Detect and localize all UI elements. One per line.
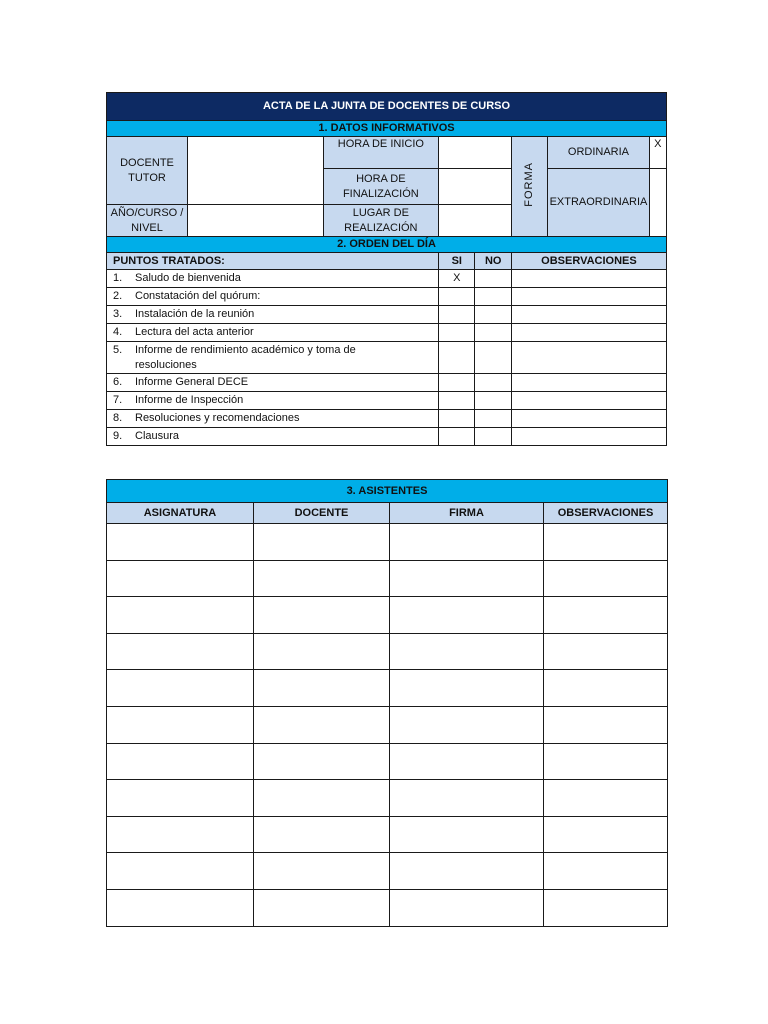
asignatura-cell[interactable] xyxy=(107,853,254,890)
agenda-observaciones-cell[interactable] xyxy=(511,410,666,428)
attendee-row xyxy=(107,889,668,926)
docente-cell[interactable] xyxy=(254,889,390,926)
attendee-row xyxy=(107,743,668,780)
observaciones-cell[interactable] xyxy=(544,633,668,670)
docente-cell[interactable] xyxy=(254,743,390,780)
agenda-observaciones-cell[interactable] xyxy=(511,392,666,410)
docente-cell[interactable] xyxy=(254,633,390,670)
agenda-item-text: Informe General DECE xyxy=(135,376,249,388)
agenda-row xyxy=(107,270,667,288)
observaciones-cell[interactable] xyxy=(544,889,668,926)
agenda-si-cell[interactable] xyxy=(439,306,475,324)
agenda-item xyxy=(107,324,439,342)
agenda-row xyxy=(107,392,667,410)
attendee-row xyxy=(107,816,668,853)
firma-cell[interactable] xyxy=(390,780,544,817)
agenda-item xyxy=(107,270,439,288)
agenda-item-number: 3. xyxy=(113,308,123,320)
anio-curso-field[interactable] xyxy=(187,205,323,237)
acta-table xyxy=(106,92,667,446)
attendee-row xyxy=(107,706,668,743)
agenda-row xyxy=(107,410,667,428)
agenda-list xyxy=(107,270,667,446)
section-orden-del-dia: 2. ORDEN DEL DÍA xyxy=(107,237,667,253)
agenda-item xyxy=(107,306,439,324)
ordinaria-mark[interactable]: X xyxy=(649,137,666,169)
agenda-item-number: 8. xyxy=(113,412,123,424)
observaciones-cell[interactable] xyxy=(544,524,668,561)
hora-finalizacion-label: HORA DE FINALIZACIÓN xyxy=(323,169,438,205)
agenda-item xyxy=(107,428,439,446)
agenda-si-cell[interactable] xyxy=(439,410,475,428)
asignatura-cell[interactable] xyxy=(107,560,254,597)
agenda-item-number: 5. xyxy=(113,343,123,356)
agenda-observaciones-cell[interactable] xyxy=(511,324,666,342)
asignatura-header: ASIGNATURA xyxy=(107,503,254,524)
agenda-no-cell[interactable] xyxy=(475,428,511,446)
firma-cell[interactable] xyxy=(390,853,544,890)
observaciones-cell[interactable] xyxy=(544,853,668,890)
firma-cell[interactable] xyxy=(390,706,544,743)
agenda-observaciones-cell[interactable] xyxy=(511,306,666,324)
docente-cell[interactable] xyxy=(254,853,390,890)
asignatura-cell[interactable] xyxy=(107,670,254,707)
agenda-si-cell[interactable] xyxy=(439,324,475,342)
docente-cell[interactable] xyxy=(254,597,390,634)
asignatura-cell[interactable] xyxy=(107,816,254,853)
extraordinaria-label: EXTRAORDINARIA xyxy=(548,169,649,237)
anio-curso-label: AÑO/CURSO / NIVEL xyxy=(107,205,188,237)
hora-finalizacion-field[interactable] xyxy=(439,169,512,205)
asignatura-cell[interactable] xyxy=(107,633,254,670)
firma-cell[interactable] xyxy=(390,633,544,670)
docente-cell[interactable] xyxy=(254,780,390,817)
agenda-item-number: 2. xyxy=(113,290,123,302)
asignatura-cell[interactable] xyxy=(107,780,254,817)
firma-cell[interactable] xyxy=(390,597,544,634)
observaciones-cell[interactable] xyxy=(544,816,668,853)
agenda-item-text: Clausura xyxy=(135,430,180,442)
docente-cell[interactable] xyxy=(254,816,390,853)
agenda-observaciones-cell[interactable] xyxy=(511,342,666,374)
document-title: ACTA DE LA JUNTA DE DOCENTES DE CURSO xyxy=(107,93,667,121)
observaciones-cell[interactable] xyxy=(544,706,668,743)
agenda-item xyxy=(107,410,439,428)
agenda-item-text: Resoluciones y recomendaciones xyxy=(135,412,300,424)
agenda-observaciones-cell[interactable] xyxy=(511,270,666,288)
forma-label: FORMA xyxy=(511,137,547,237)
attendee-row xyxy=(107,524,668,561)
docente-cell[interactable] xyxy=(254,670,390,707)
ordinaria-label: ORDINARIA xyxy=(548,137,649,169)
docente-tutor-label: DOCENTE TUTOR xyxy=(107,137,188,205)
agenda-observaciones-cell[interactable] xyxy=(511,428,666,446)
agenda-si-cell[interactable]: X xyxy=(439,270,475,288)
agenda-item xyxy=(107,342,439,374)
agenda-no-cell[interactable] xyxy=(475,342,511,374)
observaciones-cell[interactable] xyxy=(544,780,668,817)
asignatura-cell[interactable] xyxy=(107,706,254,743)
puntos-header: PUNTOS TRATADOS: xyxy=(107,253,439,270)
observaciones-cell[interactable] xyxy=(544,670,668,707)
firma-cell[interactable] xyxy=(390,889,544,926)
observaciones-cell[interactable] xyxy=(544,743,668,780)
extraordinaria-mark[interactable] xyxy=(649,169,666,237)
agenda-item xyxy=(107,392,439,410)
agenda-item-number: 6. xyxy=(113,376,123,388)
section-datos-informativos: 1. DATOS INFORMATIVOS xyxy=(107,121,667,137)
observaciones-cell[interactable] xyxy=(544,560,668,597)
agenda-item-number: 7. xyxy=(113,394,123,406)
agenda-item-number: 4. xyxy=(113,326,123,338)
hora-inicio-field[interactable] xyxy=(439,137,512,169)
agenda-item xyxy=(107,374,439,392)
agenda-no-cell[interactable] xyxy=(475,410,511,428)
agenda-observaciones-cell[interactable] xyxy=(511,374,666,392)
firma-cell[interactable] xyxy=(390,524,544,561)
asignatura-cell[interactable] xyxy=(107,597,254,634)
agenda-row xyxy=(107,428,667,446)
docente-cell[interactable] xyxy=(254,560,390,597)
docente-tutor-field[interactable] xyxy=(187,137,323,205)
attendee-row xyxy=(107,670,668,707)
agenda-item-text: Informe de rendimiento académico y toma de resoluciones xyxy=(135,343,356,371)
attendee-row xyxy=(107,853,668,890)
agenda-row xyxy=(107,342,667,374)
docente-header: DOCENTE xyxy=(254,503,390,524)
agenda-no-cell[interactable] xyxy=(475,288,511,306)
asignatura-cell[interactable] xyxy=(107,889,254,926)
agenda-item xyxy=(107,288,439,306)
asistentes-table xyxy=(106,479,668,927)
agenda-no-cell[interactable] xyxy=(475,392,511,410)
agenda-no-cell[interactable] xyxy=(475,374,511,392)
attendee-row xyxy=(107,560,668,597)
agenda-item-number: 9. xyxy=(113,430,123,442)
observaciones-cell[interactable] xyxy=(544,597,668,634)
agenda-no-cell[interactable] xyxy=(475,324,511,342)
observaciones-header: OBSERVACIONES xyxy=(511,253,666,270)
attendee-row xyxy=(107,633,668,670)
agenda-no-cell[interactable] xyxy=(475,306,511,324)
firma-cell[interactable] xyxy=(390,560,544,597)
agenda-row xyxy=(107,374,667,392)
agenda-observaciones-cell[interactable] xyxy=(511,288,666,306)
no-header: NO xyxy=(475,253,511,270)
observaciones-header: OBSERVACIONES xyxy=(544,503,668,524)
agenda-si-cell[interactable] xyxy=(439,374,475,392)
agenda-row xyxy=(107,324,667,342)
lugar-field[interactable] xyxy=(439,205,512,237)
docente-cell[interactable] xyxy=(254,706,390,743)
asignatura-cell[interactable] xyxy=(107,524,254,561)
agenda-si-cell[interactable] xyxy=(439,428,475,446)
asignatura-cell[interactable] xyxy=(107,743,254,780)
agenda-si-cell[interactable] xyxy=(439,288,475,306)
si-header: SI xyxy=(439,253,475,270)
agenda-row xyxy=(107,306,667,324)
section-asistentes: 3. ASISTENTES xyxy=(107,480,668,503)
agenda-row xyxy=(107,288,667,306)
firma-header: FIRMA xyxy=(390,503,544,524)
hora-inicio-label: HORA DE INICIO xyxy=(323,137,438,169)
agenda-item-text: Instalación de la reunión xyxy=(135,308,255,320)
agenda-item-text: Saludo de bienvenida xyxy=(135,272,241,284)
docente-cell[interactable] xyxy=(254,524,390,561)
agenda-item-number: 1. xyxy=(113,272,123,284)
firma-cell[interactable] xyxy=(390,670,544,707)
lugar-label: LUGAR DE REALIZACIÓN xyxy=(323,205,438,237)
firma-cell[interactable] xyxy=(390,743,544,780)
agenda-si-cell[interactable] xyxy=(439,342,475,374)
attendee-row xyxy=(107,780,668,817)
attendee-row xyxy=(107,597,668,634)
firma-cell[interactable] xyxy=(390,816,544,853)
agenda-item-text: Lectura del acta anterior xyxy=(135,326,254,338)
agenda-item-text: Constatación del quórum: xyxy=(135,290,261,302)
agenda-item-text: Informe de Inspección xyxy=(135,394,244,406)
agenda-no-cell[interactable] xyxy=(475,270,511,288)
agenda-si-cell[interactable] xyxy=(439,392,475,410)
attendees-list xyxy=(107,524,668,927)
